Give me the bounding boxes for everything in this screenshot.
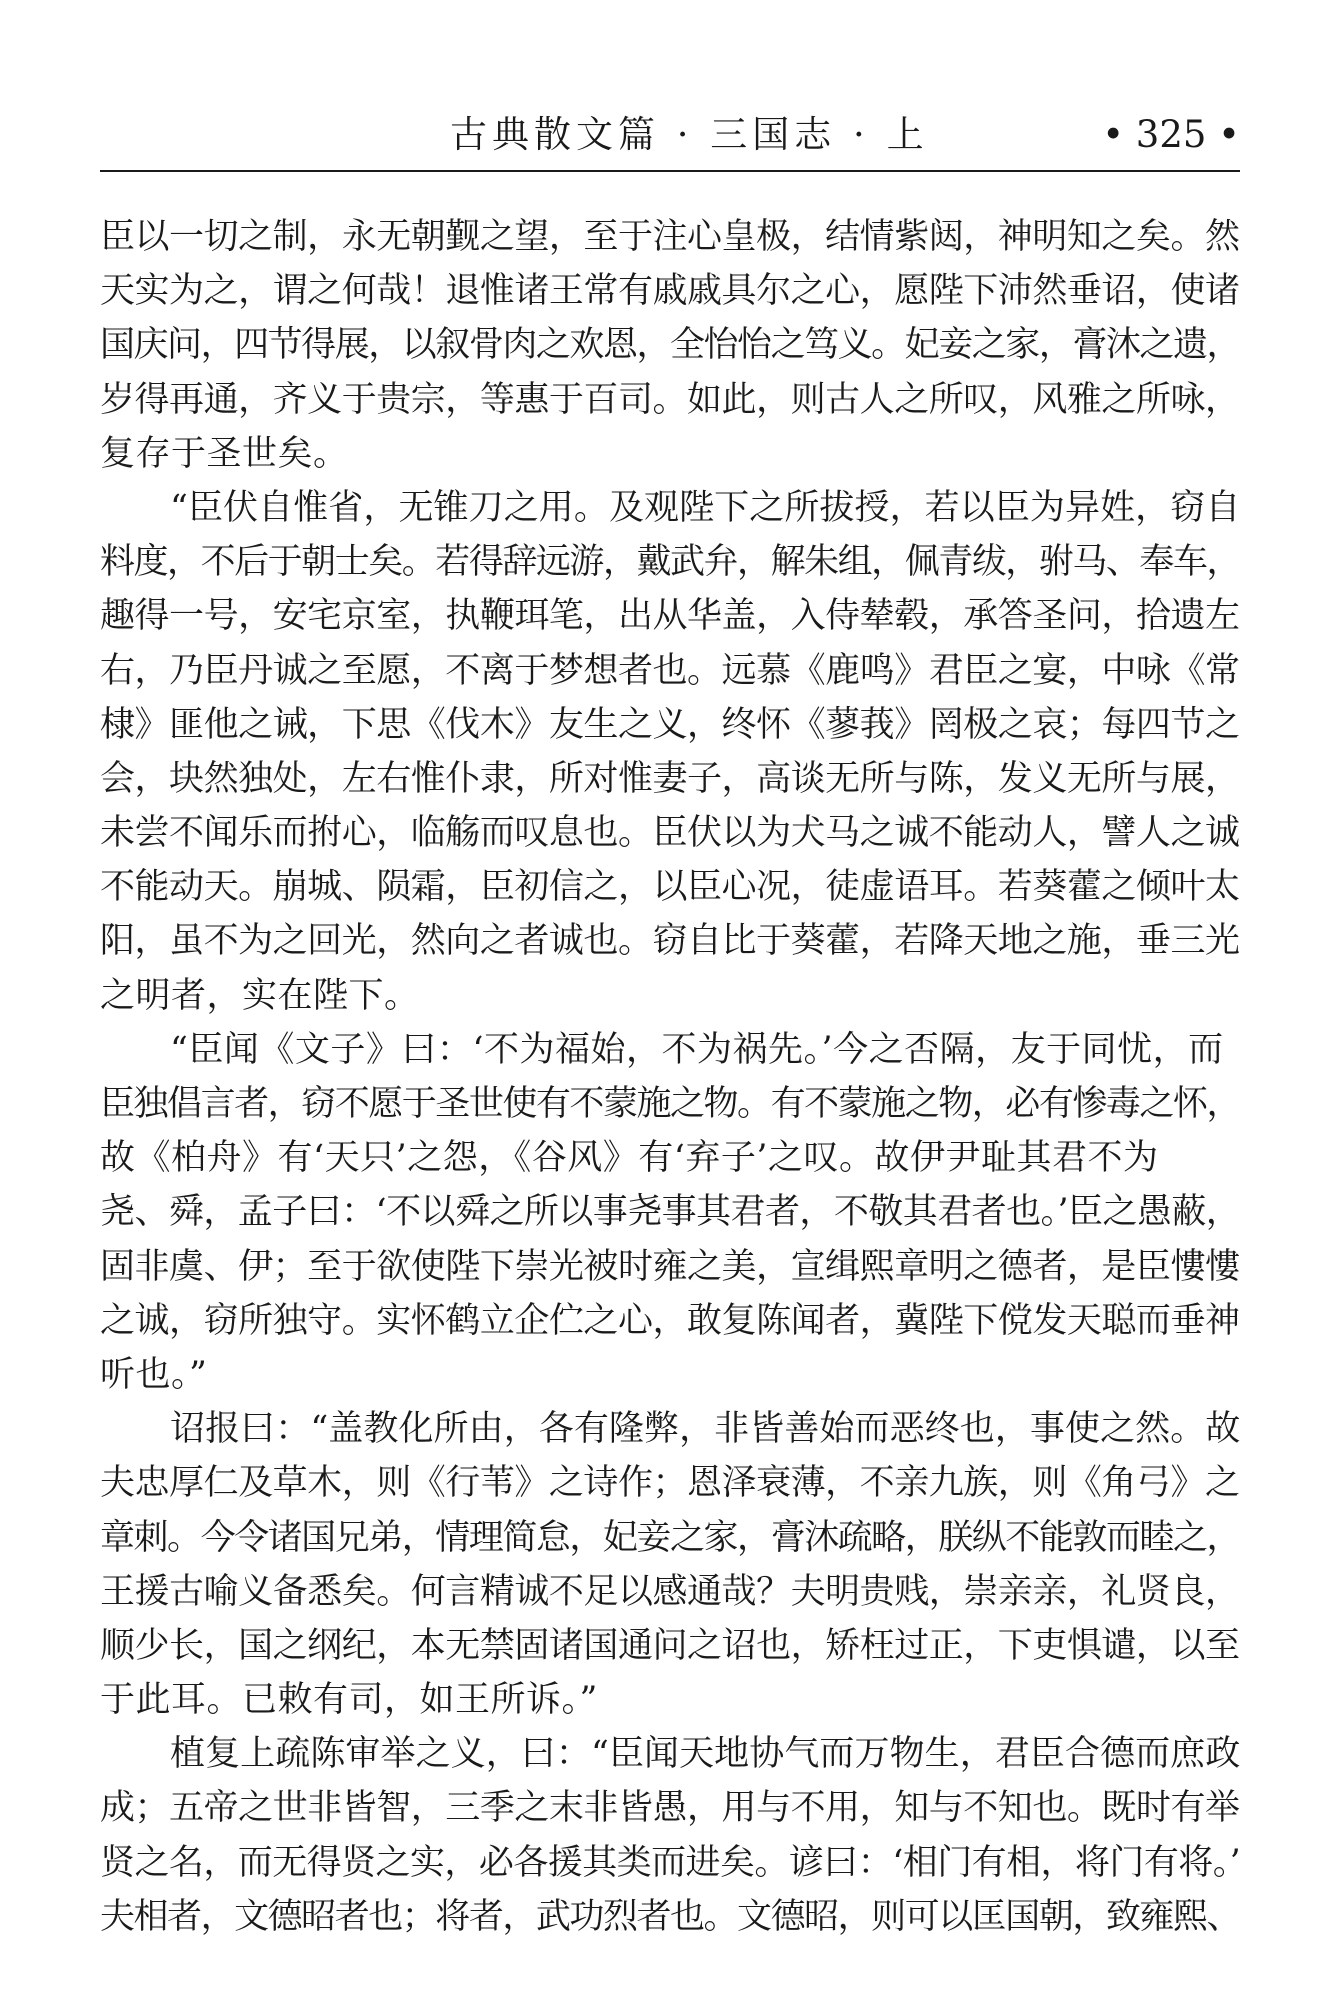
body-text	[100, 210, 1240, 1944]
page-number: • 325 •	[1102, 113, 1240, 156]
text-line: 夫相者，文德昭者也；将者，武功烈者也。文德昭，则可以匡国朝，致雍熙、	[100, 1896, 1241, 1937]
text-line: 顺少长，国之纲纪，本无禁固诸国通问之诏也，矫枉过正，下吏惧谴，以至	[100, 1625, 1240, 1666]
running-head	[100, 105, 1240, 165]
text-line: 成；五帝之世非皆智，三季之末非皆愚，用与不用，知与不知也。既时有举	[100, 1788, 1240, 1829]
text-line: 夫忠厚仁及草木，则《行苇》之诗作；恩泽衰薄，不亲九族，则《角弓》之	[100, 1463, 1240, 1504]
text-line: 诏报曰：“盖教化所由，各有隆弊，非皆善始而恶终也，事使之然。故	[170, 1409, 1241, 1450]
text-line: 植复上疏陈审举之义，曰：“臣闻天地协气而万物生，君臣合德而庶政	[170, 1734, 1241, 1775]
text-line: 趣得一号，安宅京室，执鞭珥笔，出从华盖，入侍辇毂，承答圣问，拾遗左	[100, 596, 1240, 637]
text-line: 贤之名，而无得贤之实，必各援其类而进矣。谚曰：‘相门有相，将门有将。’	[100, 1842, 1241, 1883]
text-line: 于此耳。已敕有司，如王所诉。”	[100, 1680, 598, 1721]
running-head-title: 古典散文篇 · 三国志 · 上	[450, 113, 929, 156]
text-line: 复存于圣世矣。	[100, 433, 349, 474]
text-line: 听也。”	[100, 1354, 208, 1395]
text-line: “臣伏自惟省，无锥刀之用。及观陛下之所拔授，若以臣为异姓，窃自	[170, 487, 1241, 528]
text-line: 章刺。今令诸国兄弟，情理简怠，妃妾之家，膏沐疏略，朕纵不能敦而睦之，	[100, 1517, 1241, 1558]
text-line: 右，乃臣丹诚之至愿，不离于梦想者也。远慕《鹿鸣》君臣之宴，中咏《常	[100, 650, 1240, 691]
text-line: 之诚，窃所独守。实怀鹤立企伫之心，敢复陈闻者，冀陛下傥发天聪而垂神	[100, 1300, 1240, 1341]
text-line: 会，块然独处，左右惟仆隶，所对惟妻子，高谈无所与陈，发义无所与展，	[100, 758, 1240, 799]
text-line: 臣以一切之制，永无朝觐之望，至于注心皇极，结情紫闼，神明知之矣。然	[100, 217, 1240, 257]
text-line: 岁得再通，齐义于贵宗，等惠于百司。如此，则古人之所叹，风雅之所咏，	[100, 379, 1240, 420]
text-line: 天实为之，谓之何哉！退惟诸王常有戚戚具尔之心，愿陛下沛然垂诏，使诸	[100, 271, 1240, 312]
text-line: 国庆问，四节得展，以叙骨肉之欢恩，全怡怡之笃义。妃妾之家，膏沐之遗，	[100, 325, 1241, 366]
text-line: 之明者，实在陛下。	[100, 975, 420, 1016]
header-rule	[100, 170, 1240, 172]
text-line: 固非虞、伊；至于欲使陛下崇光被时雍之美，宣缉熙章明之德者，是臣慺慺	[100, 1246, 1240, 1287]
text-line: 阳，虽不为之回光，然向之者诚也。窃自比于葵藿，若降天地之施，垂三光	[100, 921, 1240, 962]
text-line: 未尝不闻乐而拊心，临觞而叹息也。臣伏以为犬马之诚不能动人，譬人之诚	[100, 813, 1240, 854]
text-line: 料度，不后于朝士矣。若得辞远游，戴武弁，解朱组，佩青绂，驸马、奉车，	[100, 542, 1241, 583]
text-line: 棣》匪他之诫，下思《伐木》友生之义，终怀《蓼莪》罔极之哀；每四节之	[100, 704, 1240, 745]
text-line: 故《柏舟》有‘天只’之怨，《谷风》有‘弃子’之叹。故伊尹耻其君不为	[100, 1138, 1159, 1179]
text-line: 尧、舜，孟子曰：‘不以舜之所以事尧事其君者，不敬其君者也。’臣之愚蔽，	[100, 1192, 1241, 1233]
text-line: “臣闻《文子》曰：‘不为福始，不为祸先。’今之否隔，友于同忧，而	[170, 1029, 1224, 1070]
text-line: 不能动天。崩城、陨霜，臣初信之，以臣心况，徒虚语耳。若葵藿之倾叶太	[100, 867, 1240, 908]
text-line: 王援古喻义备悉矣。何言精诚不足以感通哉？夫明贵贱，崇亲亲，礼贤良，	[100, 1571, 1240, 1612]
text-line: 臣独倡言者，窃不愿于圣世使有不蒙施之物。有不蒙施之物，必有惨毒之怀，	[100, 1084, 1241, 1124]
